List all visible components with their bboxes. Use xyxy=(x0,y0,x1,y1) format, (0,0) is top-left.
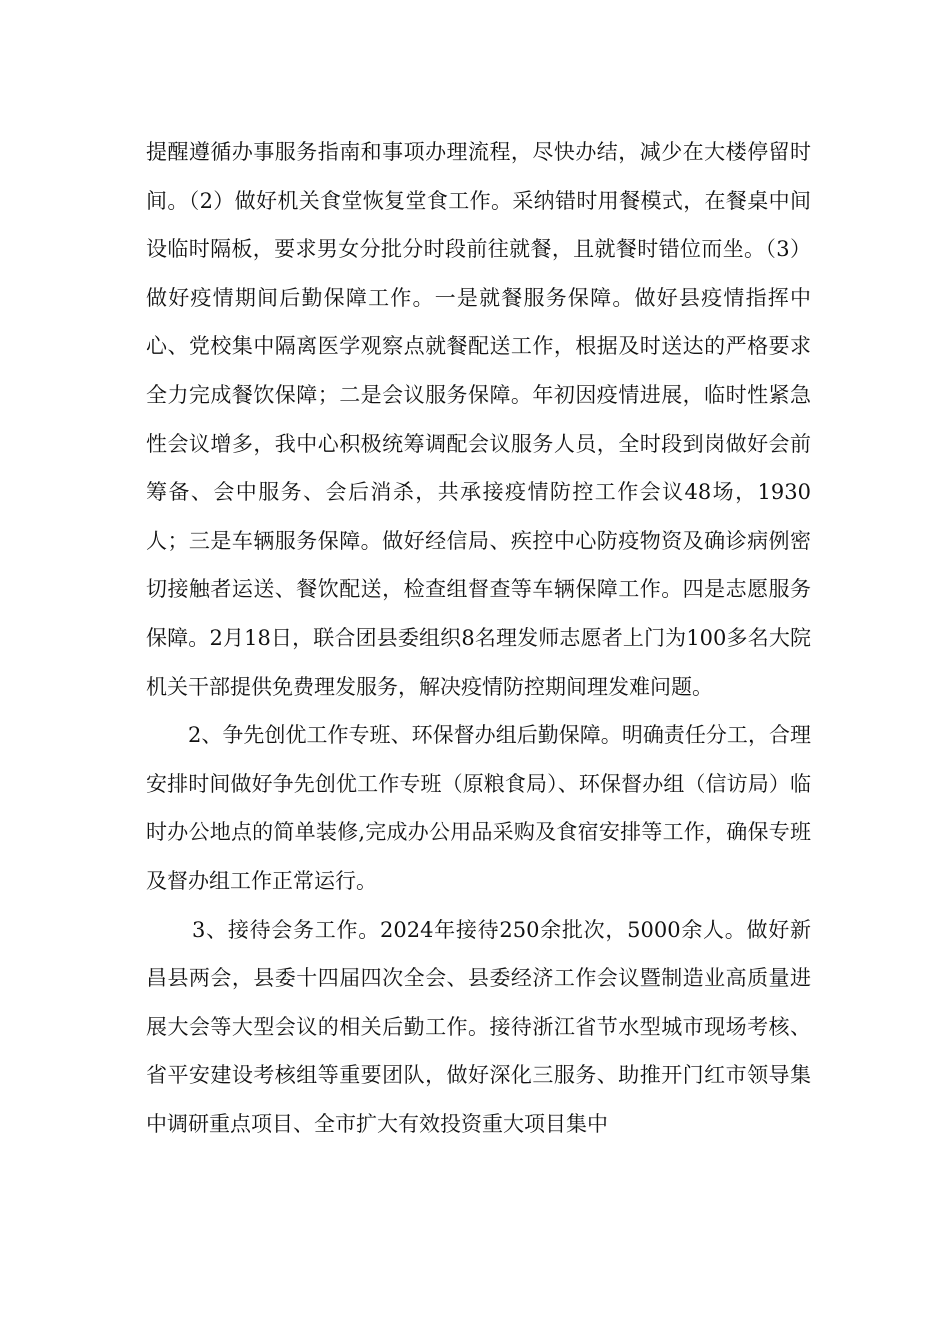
paragraph-item-3: 3、接待会务工作。2024年接待250余批次，5000余人。做好新昌县两会，县委十四届四次全会、县委经济工作会议暨制造业高质量进展大会等大型会议的相关后勤工作。接待浙江省节水型城市现场考核、省平安建设考核组等重要团队，做好深化三服务、助推开门红市领导集中调研重点项目、全市扩大有效投资重大项目集中 xyxy=(146,917,811,1136)
paragraph-continued: 提醒遵循办事服务指南和事项办理流程，尽快办结，减少在大楼停留时间。（2）做好机关食堂恢复堂食工作。采纳错时用餐模式，在餐桌中间设临时隔板，要求男女分批分时段前往就餐，且就餐时错位而坐。（3）做好疫情期间后勤保障工作。一是就餐服务保障。做好县疫情指挥中心、党校集中隔离医学观察点就餐配送工作，根据及时送达的严格要求全力完成餐饮保障；二是会议服务保障。年初因疫情进展，临时性紧急性会议增多，我中心积极统筹调配会议服务人员，全时段到岗做好会前筹备、会中服务、会后消杀，共承接疫情防控工作会议48场，1930人；三是车辆服务保障。做好经信局、疾控中心防疫物资及确诊病例密切接触者运送、餐饮配送，检查组督查等车辆保障工作。四是志愿服务保障。2月18日，联合团县委组织8名理发师志愿者上门为100多名大院机关干部提供免费理发服务，解决疫情防控期间理发难问题。 xyxy=(146,140,811,699)
paragraph-item-2: 2、争先创优工作专班、环保督办组后勤保障。明确责任分工，合理安排时间做好争先创优工作专班（原粮食局）、环保督办组（信访局）临时办公地点的简单装修,完成办公用品采购及食宿安排等工作，确保专班及督办组工作正常运行。 xyxy=(146,723,811,893)
document-body xyxy=(146,128,811,1148)
